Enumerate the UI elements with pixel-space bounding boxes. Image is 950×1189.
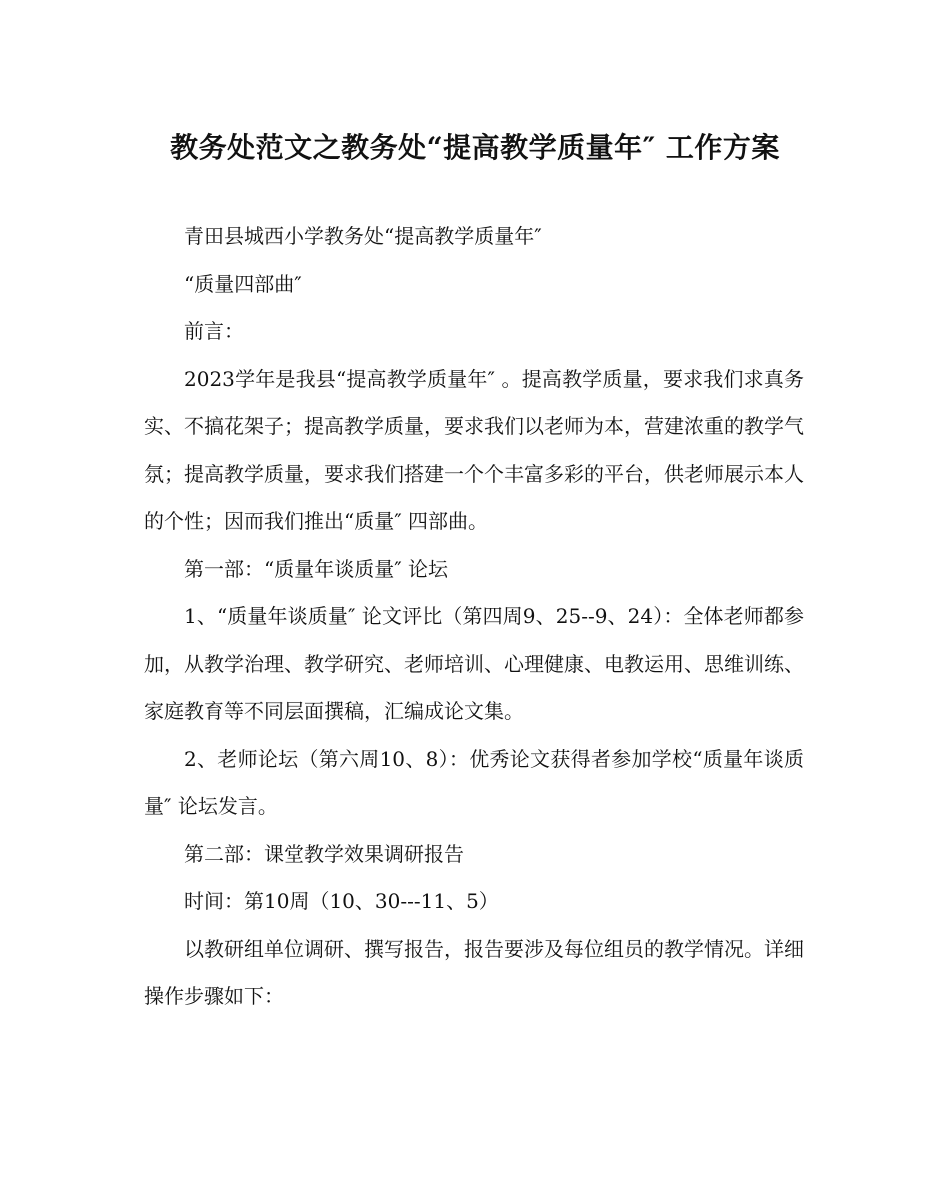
paragraph-school-heading: 青田县城西小学教务处“提高教学质量年″ (184, 224, 542, 248)
paragraph-preface: 2023学年是我县“提高教学质量年″ 。提高教学质量，要求我们求真务实、不搞花架子；提高教学质量，要求我们以老师为本，营建浓重的教学气氛；提高教学质量，要求我们搭建一个个丰富多彩的平台，供老师展示本人的个性；因而我们推出“质量″ 四部曲。 (144, 366, 804, 533)
document-title: 教务处范文之教务处“提高教学质量年″ 工作方案 (170, 131, 780, 164)
document-body (144, 213, 804, 1021)
paragraph-part-two-heading: 第二部：课堂教学效果调研报告 (184, 841, 464, 866)
paragraph-item-one: 1、“质量年谈质量″ 论文评比（第四周9、25--9、24）：全体老师都参加，从教学治理、教学研究、老师培训、心理健康、电教运用、思维训练、家庭教育等不同层面撰稿，汇编成论文集。 (144, 604, 804, 723)
paragraph-subtitle: “质量四部曲″ (184, 271, 302, 296)
paragraph-part-one-heading: 第一部：“质量年谈质量″ 论坛 (184, 556, 449, 581)
paragraph-item-two: 2、老师论坛（第六周10、8）：优秀论文获得者参加学校“质量年谈质量″ 论坛发言。 (144, 746, 804, 818)
paragraph-time: 时间：第10周（10、30---11、5） (184, 889, 499, 913)
paragraph-preface-label: 前言： (184, 319, 244, 343)
paragraph-procedure: 以教研组单位调研、撰写报告，报告要涉及每位组员的教学情况。详细操作步骤如下： (144, 936, 804, 1008)
